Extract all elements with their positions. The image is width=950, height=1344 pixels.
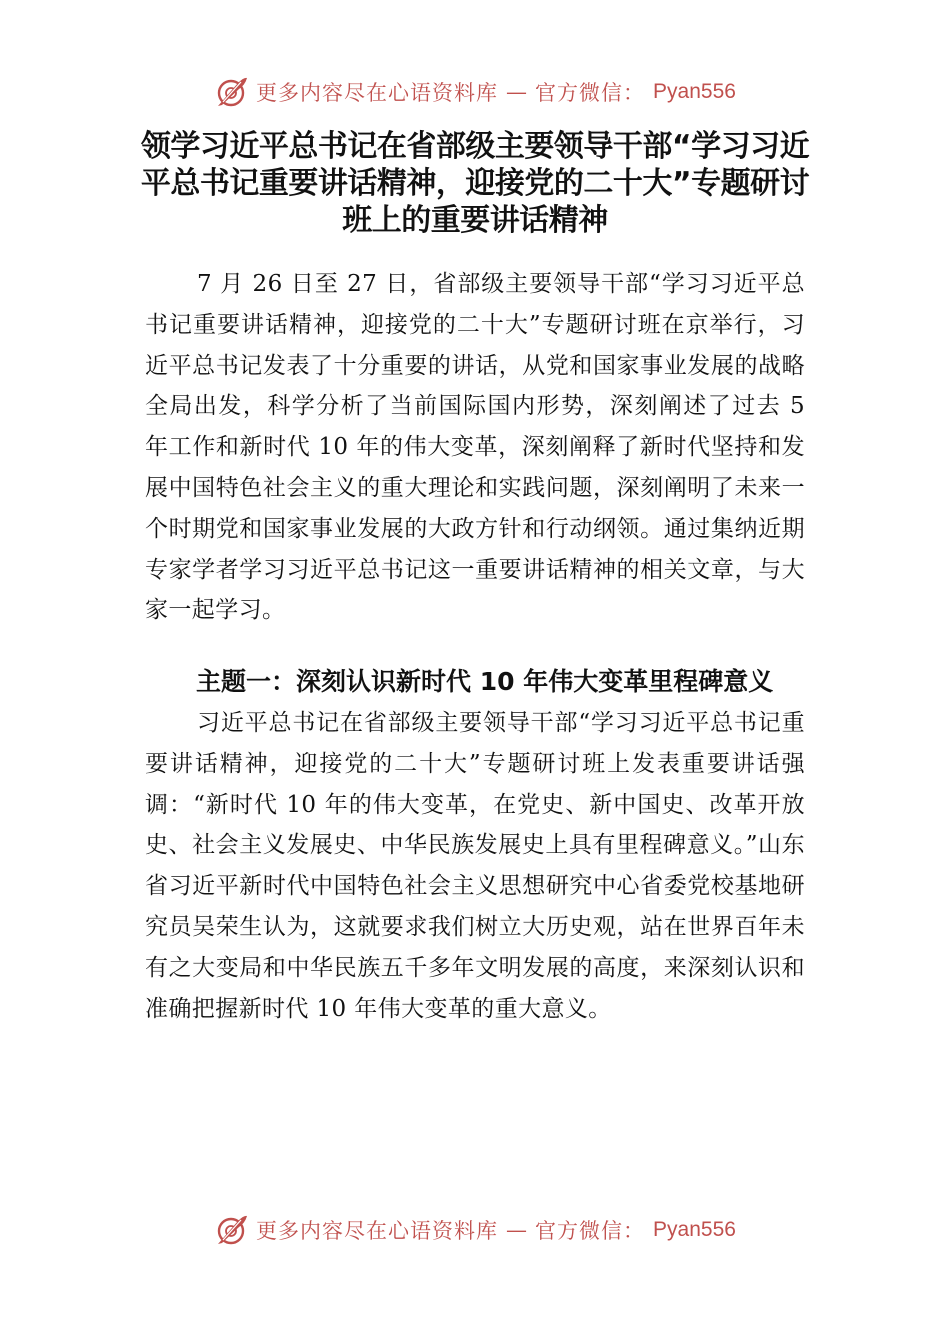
banner-wechat-label: 官方微信： [535, 1219, 646, 1243]
footer-banner [0, 1210, 950, 1250]
banner-separator: — [506, 80, 528, 104]
header-banner [0, 72, 950, 112]
document-title: 领学习近平总书记在省部级主要领导干部“学习习近平总书记重要讲话精神，迎接党的二十大”专题研讨班上的重要讲话精神 [140, 129, 810, 238]
section-heading: 主题一：深刻认识新时代 10 年伟大变革里程碑意义 [196, 667, 774, 696]
quill-pen-logo-icon [214, 75, 248, 109]
banner-wechat-label: 官方微信： [535, 81, 646, 105]
banner-separator: — [506, 1218, 528, 1242]
banner-text: 更多内容尽在心语资料库 [256, 1219, 499, 1243]
section-paragraph: 习近平总书记在省部级主要领导干部“学习习近平总书记重要讲话精神，迎接党的二十大”专题研讨班上发表重要讲话强调：“新时代 10 年的伟大变革，在党史、新中国史、改革开放史、社会主义发展史、中华民族发展史上具有里程碑意义。”山东省习近平新时代中国特色社会主义思想研究中心省委党校基地研究员吴荣生认为，这就要求我们树立大历史观，站在世界百年未有之大变局和中华民族五千多年文明发展的高度，来深刻认识和准确把握新时代 10 年伟大变革的重大意义。 [145, 710, 805, 1022]
banner-wechat-id: Pyan556 [653, 1218, 736, 1241]
banner-wechat-id: Pyan556 [653, 80, 736, 103]
quill-pen-logo-icon [214, 1213, 248, 1247]
banner-text: 更多内容尽在心语资料库 [256, 81, 499, 105]
intro-paragraph: 7 月 26 日至 27 日，省部级主要领导干部“学习习近平总书记重要讲话精神，迎接党的二十大”专题研讨班在京举行，习近平总书记发表了十分重要的讲话，从党和国家事业发展的战略全局出发，科学分析了当前国际国内形势，深刻阐述了过去 5 年工作和新时代 10 年的伟大变革，深刻阐释了新时代坚持和发展中国特色社会主义的重大理论和实践问题，深刻阐明了未来一个时期党和国家事业发展的大政方针和行动纲领。通过集纳近期专家学者学习习近平总书记这一重要讲话精神的相关文章，与大家一起学习。 [145, 271, 805, 624]
